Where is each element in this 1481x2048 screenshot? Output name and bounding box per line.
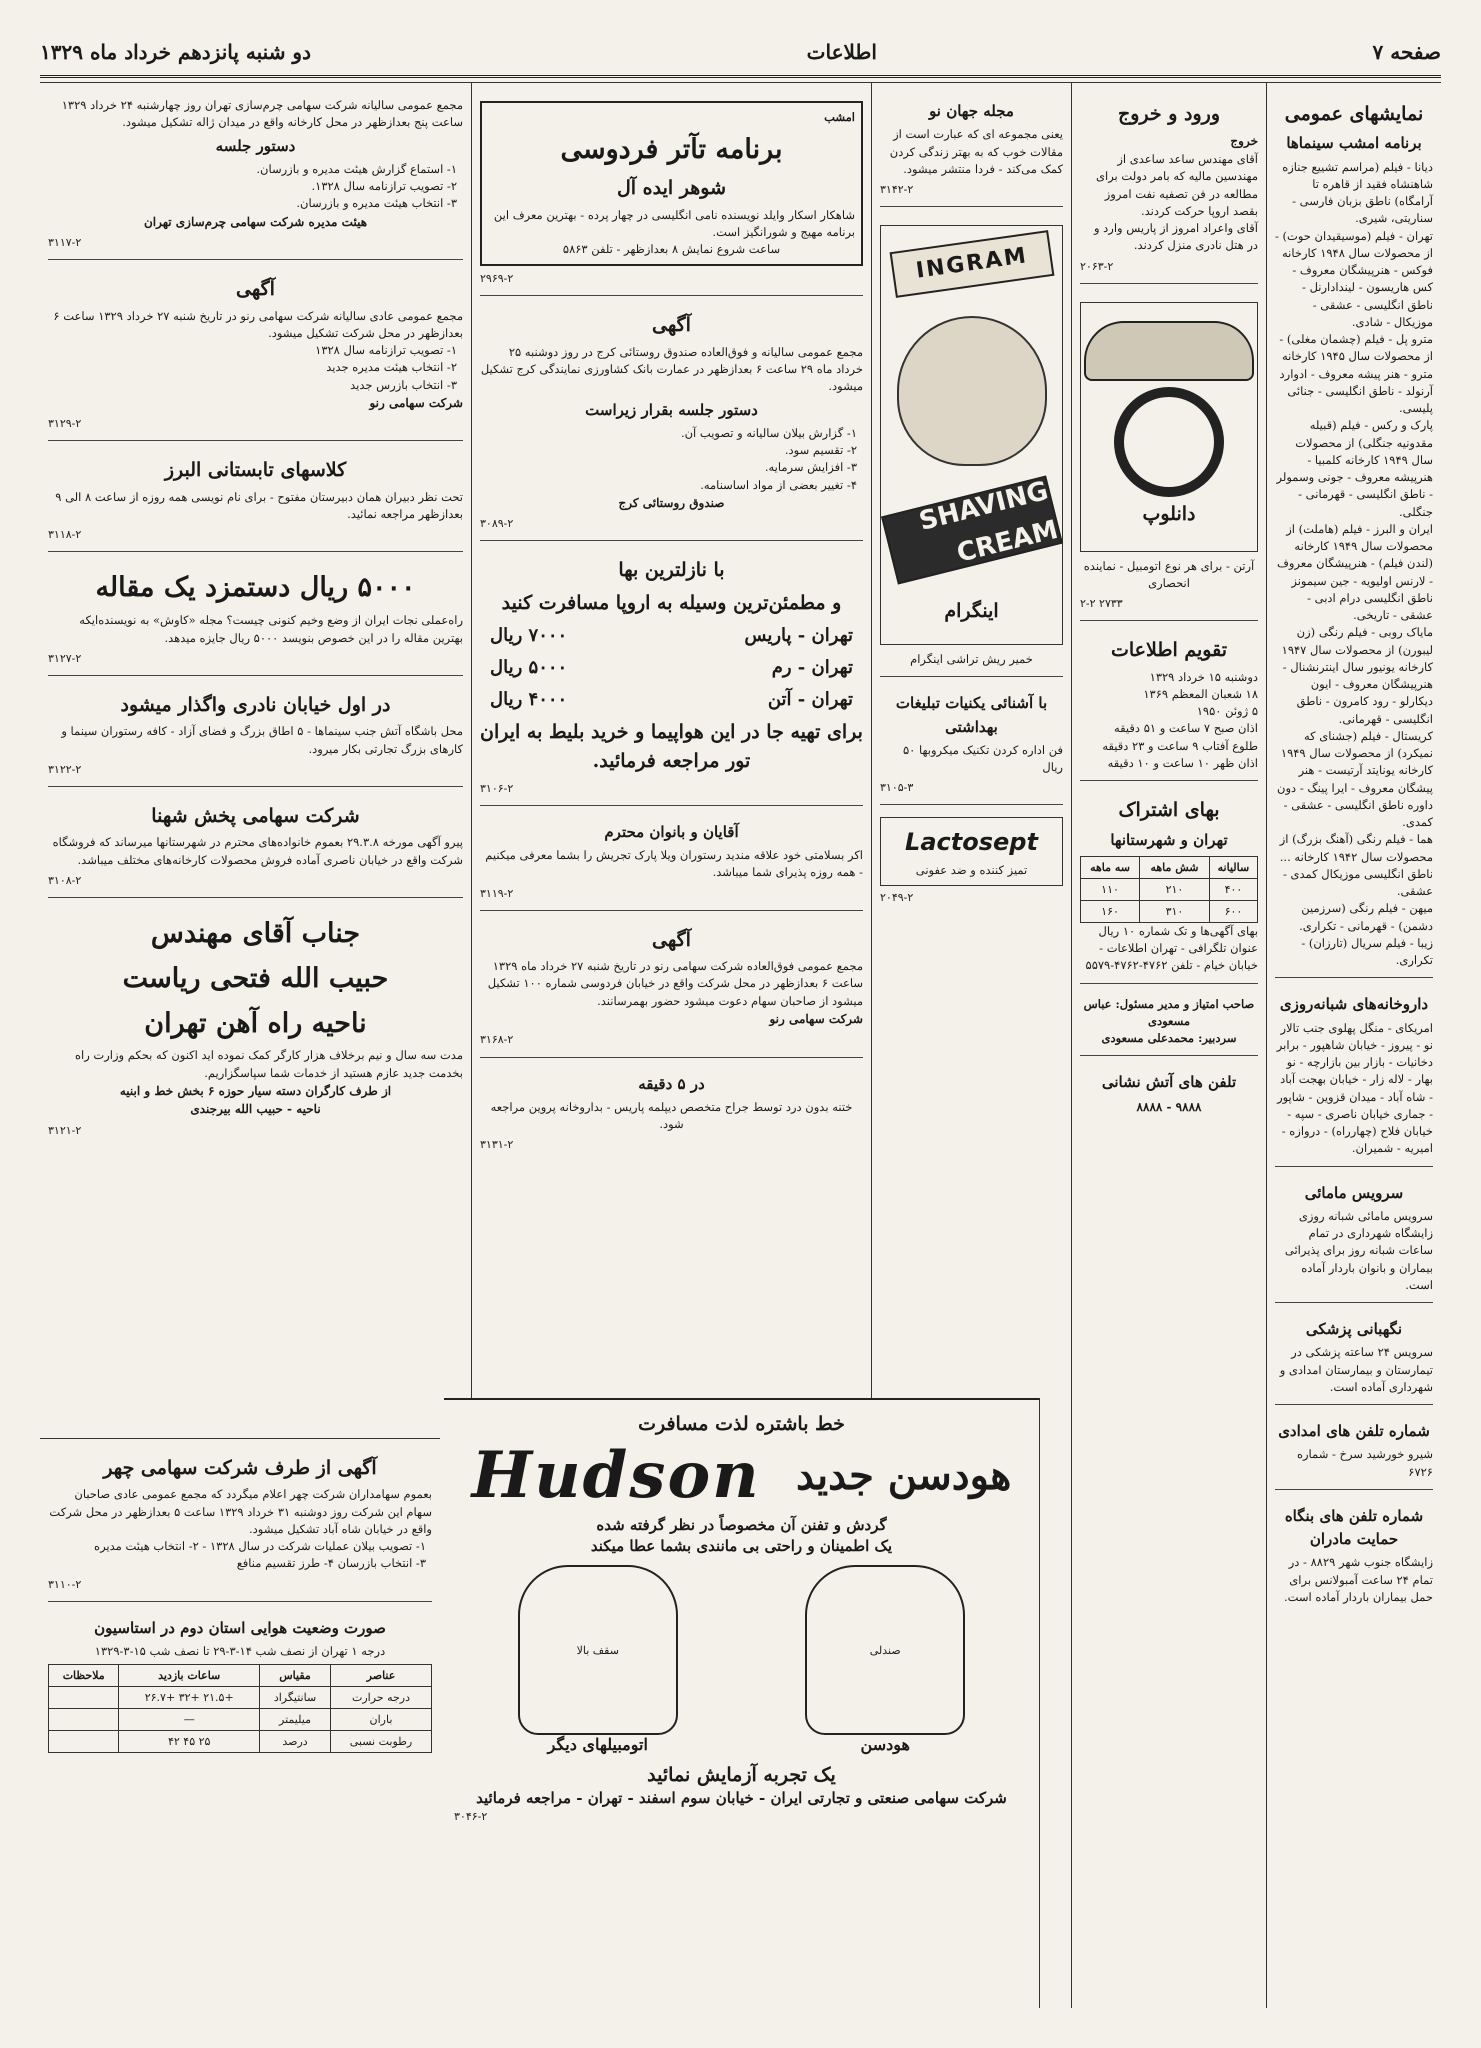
arrivals-departures: [1080, 91, 1258, 284]
table-cell: رطوبت نسبی: [330, 1731, 431, 1753]
alborz-classes-ad: [48, 447, 463, 552]
magazine-ad: [880, 91, 1063, 207]
agenda-item: ۱- تصویب ترازنامه سال ۱۳۲۸: [315, 343, 457, 358]
nadery-lease-ad: [48, 682, 463, 787]
agenda-item: ۱- گزارش بیلان سالیانه و تصویب آن.: [680, 425, 857, 440]
restaurant-text: اکر بسلامتی خود علاقه مندید رستوران ویلا پارک تجریش را بشما معرفی میکنیم - همه روزه پذیرای شما میباشد.: [485, 848, 863, 880]
ingram-illustration: [880, 225, 1063, 645]
other-car-icon: [518, 1565, 678, 1735]
subscription-rates: [1080, 787, 1258, 984]
play-text: شاهکار اسکار وایلد نویسنده نامی انگلیسی در چهار پرده - بهترین معرف این برنامه مهیج و شورانگیز است.: [493, 207, 855, 239]
hudson-fa-title: هودسن جدید: [796, 1452, 1012, 1499]
price: ۴۰۰۰ ریال: [490, 689, 568, 711]
nursing-service: [1275, 1309, 1433, 1405]
pharmacy-text: امریکای - منگل پهلوی جنب تالار نو - پیروز - خیابان شاهپور - برابر دخانیات - بازار بین بازارچه - نو بهار - لاله زار - خیابان بهجت آباد - شاه آباد - میدان قزوین - شاپور - جماری خیابان ناصری - سپه - خیابان فلاح (چهارراه) - دروازه - امیریه - شمیران.: [1276, 1020, 1433, 1156]
weather-heading: صورت وضعیت هوایی استان دوم در استاسیون: [94, 1618, 386, 1637]
table-header: ساعات بازدید: [119, 1665, 260, 1687]
tonight-label: امشب: [824, 110, 855, 124]
lactosept-logo: Lactosept: [905, 828, 1038, 857]
hudson-slogan: خط باشتره لذت مسافرت: [638, 1413, 845, 1435]
cinema-entry: مایاک روبی - فیلم رنگی (زن لیبورن) از محصولات سال ۱۹۴۷ کارخانه یونیور سال اینترنشنال - هنرپیشگان معروف - ایون دیکارلو - رود کامرون - ناطق انگلیسی - قهرمانی.: [1281, 625, 1433, 726]
emergency-numbers: [1275, 1411, 1433, 1490]
prize-heading: ۵۰۰۰ ریال دستمزد یک مقاله: [95, 572, 416, 604]
cream-box-icon: SHAVING CREAM: [881, 475, 1063, 584]
ferdowsi-theater-ad: [480, 91, 863, 296]
editor: سردبیر: محمدعلی مسعودی: [1101, 1031, 1237, 1046]
pakhsh-notice: [48, 793, 463, 898]
hudson-cta: یک تجربه آزمایش نمائید: [647, 1764, 836, 1786]
hudson-tagline: گردش و تفنن آن مخصوصاً در نظر گرفته شده: [596, 1516, 887, 1534]
table-header: مقیاس: [260, 1665, 331, 1687]
table-cell: +۲۱.۵ +۳۲ +۲۶.۷: [119, 1687, 260, 1709]
agenda-item: ۳- انتخاب بازرس جدید: [350, 377, 457, 392]
travel-rate: [490, 654, 853, 682]
notice-heading: آگهی: [236, 278, 275, 301]
agenda-item: ۳- انتخاب هیئت مدیره و بازرسان.: [296, 196, 457, 211]
ad-reference: ۳۰۸۹-۲: [480, 517, 514, 531]
engineer-heading: جناب آقای مهندس: [150, 917, 361, 949]
chehr-heading: آگهی از طرف شرکت سهامی چهر: [103, 1457, 377, 1479]
midwife-text: سرویس مامائی شبانه روزی زایشگاه شهرداری در تمام ساعات شبانه روز برای پذیرائی بیماران و بانوان باردار آماده است.: [1284, 1208, 1433, 1292]
cinema-entry: میهن - فیلم رنگی (سرزمین دشمن) - قهرمانی - تکراری.: [1299, 901, 1433, 933]
table-cell: ۱۱۰: [1081, 878, 1140, 900]
car-comparison-diagram: [454, 1565, 1029, 1754]
ad-reference: ۲۹۶۹-۲: [480, 272, 514, 286]
ad-reference: ۳۱۴۲-۲: [880, 183, 914, 196]
magazine-text: یعنی مجموعه ای که عبارت است از مقالات خوب که به بهتر زندگی کردن کمک می‌کند - فردا منتشر میشود.: [889, 127, 1063, 176]
table-cell: ۲۵ ۴۵ ۴۲: [119, 1731, 260, 1753]
calendar-heading: تقویم اطلاعات: [1110, 639, 1227, 662]
agenda-item: ۳- افزایش سرمایه.: [764, 460, 857, 475]
page-header: [40, 28, 1441, 78]
restaurant-ad: [480, 812, 863, 911]
table-cell: ۴۰۰: [1209, 878, 1257, 900]
car-illustration: [1080, 302, 1258, 552]
car-icon: [1084, 321, 1254, 381]
weather-table: [48, 1664, 432, 1753]
engineer-signature: ناحیه - حبیب الله بیرجندی: [190, 1102, 321, 1117]
chehr-notice: [48, 1445, 432, 1602]
roof-label: سقف بالا: [576, 1643, 619, 1657]
price: ۵۰۰۰ ریال: [490, 657, 568, 679]
midwife-service: [1275, 1173, 1433, 1304]
page-number: صفحه ۷: [1372, 39, 1441, 64]
ad-reference: ۲۰۶۳-۲: [1080, 259, 1114, 273]
table-cell: ۲۱۰: [1140, 878, 1210, 900]
bottom-left-notices: [40, 1438, 440, 2008]
maternity-heading: شماره تلفن های بنگاه حمایت مادران: [1284, 1506, 1424, 1549]
cinema-entry: زیبا - فیلم سریال (تارزان) - تکراری.: [1301, 935, 1433, 968]
ad-reference: ۳۱۱۸-۲: [48, 528, 82, 542]
notice-heading: آگهی: [652, 314, 691, 337]
emergency-text: شیرو خورشید سرخ - شماره ۶۷۲۶: [1296, 1447, 1433, 1479]
pharmacy-listing: [1275, 984, 1433, 1166]
table-cell: —: [119, 1709, 260, 1731]
ad-reference: ۳۱۰۶-۲: [480, 781, 514, 795]
table-cell: ۱۶۰: [1081, 900, 1140, 922]
alborz-heading: کلاسهای تابستانی البرز: [164, 459, 347, 482]
cinema-entry: ایران و البرز - فیلم (هاملت) از محصولات سال ۱۹۴۹ کارخانه (لندن فیلم) - هنرپیشگان معروف - لارنس اولیویه - جین سیمونز ناطق انگلیسی درام ادبی - عشقی - تاریخی.: [1276, 521, 1433, 623]
iran-tour-ad: [480, 547, 863, 805]
route: تهران - پاریس: [744, 625, 853, 647]
cinema-heading: نمایشهای عمومی: [1284, 103, 1424, 125]
nursing-text: سرویس ۲۴ ساعته پزشکی در تیمارستان و بیمارستان امدادی و شهرداری آماده است.: [1279, 1345, 1433, 1394]
restaurant-heading: آقایان و بانوان محترم: [604, 822, 739, 841]
agenda-item: ۲- انتخاب هیئت مدیره جدید: [326, 360, 457, 375]
weather-subheading: درجه ۱ تهران از نصف شب ۱۴-۳-۲۹ تا نصف شب ۱۵-۳-۱۳۲۹: [94, 1643, 386, 1658]
ad-reference: ۲۰۴۹-۲: [880, 890, 914, 904]
fire-numbers: [1080, 1062, 1258, 1124]
chehr-text: بعموم سهامداران شرکت چهر اعلام میگردد که مجمع عمومی عادی صاحبان سهام این شرکت روز دوشنبه ۳۱ خرداد ۱۳۲۹ ساعت ۵ بعدازظهر در محل شرکت واقع در خیابان شاه آباد تشکیل میشود.: [49, 1487, 432, 1536]
pakhsh-text: پیرو آگهی مورخه ۲۹.۳.۸ بعموم خانواده‌های محترم در شهرستانها میرساند که فروشگاه شرکت واقع در خیابان ناصری آماده فروش محصولات کارخانه‌های مختلف میباشد.: [52, 835, 463, 867]
engineer-text: مدت سه سال و نیم برخلاف هزار کارگر کمک نموده اید اکنون که بحکم وزارت راه بخدمت جدید عازم هستید از خدمات شما سپاسگزاریم.: [74, 1048, 463, 1080]
ferdowsi-heading: برنامه تآتر فردوسی: [560, 134, 783, 166]
table-cell: ۶۰۰: [1209, 900, 1257, 922]
ad-reference: ۳۱۰۸-۲: [48, 873, 82, 887]
surgery-heading: در ۵ دقیقه: [638, 1074, 705, 1093]
address: عنوان تلگرافی - تهران اطلاعات - خیابان خیام - تلفن ۴۷۶۲-۴۷۶۲-۵۵۷۹: [1085, 941, 1258, 973]
cinema-listings: [1275, 91, 1433, 978]
nursing-heading: نگهبانی پزشکی: [1305, 1320, 1403, 1339]
maternity-numbers: [1275, 1496, 1433, 1614]
travel-rate: [490, 686, 853, 714]
engineer-heading: حبیب الله فتحی ریاست: [122, 962, 389, 994]
emergency-heading: شماره تلفن های امدادی: [1278, 1422, 1430, 1441]
notice-text: مجمع عمومی سالیانه شرکت سهامی چرم‌سازی تهران روز چهارشنبه ۲۴ خرداد ۱۳۲۹ ساعت پنج بعدازظهر در محل کارخانه واقع در میدان ژاله تشکیل میشود.: [61, 98, 463, 130]
engineer-thanks: [48, 904, 463, 1147]
cinema-entry: هما - فیلم رنگی (آهنگ بزرگ) از محصولات سال ۱۹۴۲ کارخانه ... ناطق انگلیسی موزیکال کمدی - عشقی.: [1279, 832, 1433, 899]
ad-reference: ۳۱۲۹-۲: [48, 417, 82, 431]
table-row: [1081, 878, 1258, 900]
play-title: شوهر ایده آل: [616, 177, 727, 200]
table-row: [49, 1731, 432, 1753]
nadery-heading: در اول خیابان نادری واگذار میشود: [120, 693, 391, 716]
ingram-ad: [880, 213, 1063, 677]
arrivals-text: آقای مهندس ساعد ساعدی از مهندسین مالیه که بامر دولت برای مطالعه در فن تصفیه نفت امروز بقصد اروپا حرکت کردند.: [1096, 152, 1258, 218]
travel-subheading: و مطمئن‌ترین وسیله به اروپا مسافرت کنید: [501, 591, 842, 614]
cinema-entry: کریستال - فیلم (جشنای که نمیکرد) از محصولات سال ۱۹۴۹ کارخانه یونایتد آرتیست - هنر پیشگان معروف - ایرا پینگ - دون داوره ناطق انگلیسی - عشقی - کمدی.: [1277, 728, 1433, 830]
fire-heading: تلفن های آتش نشانی: [1101, 1073, 1237, 1092]
weather-report: [48, 1608, 432, 1762]
calendar-line: ۱۸ شعبان المعظم ۱۳۶۹: [1143, 686, 1258, 701]
ad-reference: ۳۱۱۷-۲: [48, 236, 82, 250]
hudson-subtitle: یک اطمینان و راحتی بی مانندی بشما عطا میکند: [590, 1537, 893, 1555]
notice-signature: صندوق روستائی کرج: [618, 495, 725, 510]
agenda-item: ۱- تصویب بیلان عملیات شرکت در سال ۱۳۲۸ - ۲- انتخاب هیئت مدیره: [94, 1539, 426, 1554]
ad-reference: ۳۱۱۰-۲: [48, 1577, 82, 1591]
hudson-ad: [444, 1398, 1040, 2008]
agenda-heading: دستور جلسه بقرار زیراست: [585, 400, 758, 419]
calendar-line: طلوع آفتاب ۹ ساعت و ۲۳ دقیقه: [1102, 738, 1258, 753]
calendar: [1080, 627, 1258, 781]
route: تهران - آتن: [767, 689, 853, 711]
calendar-line: اذان ظهر ۱۰ ساعت و ۱۰ دقیقه: [1107, 755, 1258, 770]
subscription-note: بهای آگهی‌ها و تک شماره ۱۰ ریال: [1098, 923, 1258, 938]
maternity-text: زایشگاه جنوب شهر ۸۸۲۹ - در تمام ۲۴ ساعت آمبولانس برای حمل بیماران باردار آماده است.: [1283, 1555, 1433, 1604]
hygiene-heading: با آشنائی یکنیات تبلیغات بهداشتی: [895, 694, 1048, 736]
table-cell: ۳۱۰: [1140, 900, 1210, 922]
lactosept-ad: [880, 811, 1063, 913]
fire-number-text: ۹۸۸۸ - ۸۸۸۸: [1136, 1099, 1202, 1114]
cream-tube-icon: INGRAM: [889, 230, 1054, 298]
seat-label: صندلی: [869, 1643, 901, 1657]
table-header: سه ماهه: [1081, 856, 1140, 878]
agenda-item: ۳- انتخاب بازرسان ۴- طرز تقسیم منافع: [236, 1556, 426, 1571]
ingram-caption: خمیر ریش تراشی اینگرام: [910, 652, 1033, 667]
newspaper-name: اطلاعات: [806, 39, 877, 64]
table-row: [49, 1709, 432, 1731]
play-time: ساعت شروع نمایش ۸ بعدازظهر - تلفن ۵۸۶۳: [562, 242, 781, 257]
table-row: [49, 1687, 432, 1709]
subscription-subheading: تهران و شهرستانها: [1110, 830, 1228, 849]
ad-reference: ۳۱۲۷-۲: [48, 651, 82, 665]
agenda-item: ۲- تقسیم سود.: [784, 443, 857, 458]
notice-text: مجمع عمومی عادی سالیانه شرکت سهامی رنو در تاریخ شنبه ۲۷ خرداد ۱۳۲۹ ساعت ۶ بعدازظهر در محل شرکت تشکیل میشود.: [53, 308, 463, 340]
arrivals-heading: ورود و خروج: [1117, 103, 1221, 125]
calendar-line: ۵ ژوئن ۱۹۵۰: [1196, 704, 1258, 719]
cinema-entry: دیانا - فیلم (مراسم تشییع جنازه شاهنشاه فقید از قاهره تا آرامگاه) ناطق بزبان فارسی - سناریتی، شیری.: [1282, 159, 1433, 226]
tire-brand: دانلوپ: [1142, 502, 1196, 525]
hudson-car-label: هودسن: [860, 1735, 910, 1754]
agenda-item: ۴- تغییر بعضی از مواد اساسنامه.: [700, 477, 857, 492]
notice-signature: شرکت سهامی رنو: [769, 1011, 863, 1026]
ad-reference: ۳۱۰۵-۳: [880, 781, 914, 795]
midwife-heading: سرویس مامائی: [1304, 1183, 1404, 1202]
pakhsh-heading: شرکت سهامی پخش شهنا: [151, 804, 360, 827]
notice-text: مجمع عمومی فوق‌العاده شرکت سهامی رنو در تاریخ شنبه ۲۷ خرداد ماه ۱۳۲۹ ساعت ۶ بعدازظهر در محل شرکت واقع در خیابان فردوسی شماره ۱۰۰ تشکیل میشود از صاحبان سهام دعوت میشود حضور بهمرسانند.: [487, 959, 863, 1008]
route: تهران - رم: [771, 657, 853, 679]
agenda-heading: دستور جلسه: [215, 136, 296, 155]
ad-reference: ۳۱۳۱-۲: [480, 1138, 514, 1152]
calendar-line: دوشنبه ۱۵ خرداد ۱۳۲۹: [1149, 669, 1258, 684]
ad-reference: ۳۰۴۶-۲: [454, 1810, 488, 1823]
subscription-table: [1080, 856, 1258, 923]
ad-reference: ۳۱۲۲-۲: [48, 762, 82, 776]
cinema-entry: مترو پل - فیلم (چشمان مغلی) - از محصولات سال ۱۹۴۵ کارخانه مترو - هنر پیشه معروف - ادوارد آرنولد - ناطق انگلیسی - جنائی پلیسی.: [1279, 332, 1433, 416]
tannery-meeting-notice: [48, 91, 463, 260]
table-header: ملاحظات: [49, 1665, 119, 1687]
prize-text: راه‌عملی نجات ایران از وضع وخیم کنونی چیست؟ مجله «کاوش» به نویسنده‌ایکه بهترین مقاله را در این خصوص بنویسد ۵۰۰۰ ریال جایزه میدهد.: [79, 613, 463, 645]
cinema-entry: تهران - فیلم (موسیقیدان حوت) - از محصولات سال ۱۹۴۸ کارخانه فوکس - هنرپیشگان معروف - کس هاریسون - لیندادارنل - ناطق انگلیسی - عشقی - موزیکال - شادی.: [1275, 228, 1433, 329]
notice-signature: هیئت مدیره شرکت سهامی چرم‌سازی تهران: [143, 214, 368, 229]
table-cell: [49, 1687, 119, 1709]
table-header: سالیانه: [1209, 856, 1257, 878]
surgery-text: ختنه بدون درد توسط جراح متخصص دیپلمه پاریس - بداروخانه پروین مراجعه شود.: [490, 1099, 853, 1131]
table-cell: [49, 1731, 119, 1753]
agenda-item: ۱- استماع گزارش هیئت مدیره و بازرسان.: [256, 161, 457, 176]
engineer-signature: از طرف کارگران دسته سیار حوزه ۶ بخش خط و ابنیه: [119, 1083, 392, 1098]
ad-reference: ۲-۲ ۲۷۳۳: [1080, 597, 1123, 611]
alborz-text: تحت نظر دبیران همان دبیرستان مفتوح - برای نام نویسی همه روزه از ساعت ۸ الی ۹ بعدازظهر مراجعه نمائید.: [55, 489, 463, 522]
karaj-fund-notice: [480, 302, 863, 541]
tire-ad: [1080, 290, 1258, 622]
tire-icon: [1114, 387, 1224, 497]
ad-reference: ۳۱۶۸-۲: [480, 1033, 514, 1047]
issue-date: دو شنبه پانزدهم خرداد ماه ۱۳۲۹: [40, 39, 311, 64]
pharmacy-heading: داروخانه‌های شبانه‌روزی: [1279, 995, 1429, 1014]
table-cell: باران: [330, 1709, 431, 1731]
nadery-text: محل باشگاه آتش جنب سینماها - ۵ اطاق بزرگ و فضای آزاد - کافه رستوران سینما و کارهای بزرگ تجارتی بکار میرود.: [61, 724, 463, 756]
renault-notice: [48, 266, 463, 441]
other-car-label: اتومبیلهای دیگر: [547, 1735, 648, 1754]
lactosept-text: تمیز کننده و ضد عفونی: [915, 862, 1028, 877]
table-cell: [49, 1709, 119, 1731]
notice-text: مجمع عمومی سالیانه و فوق‌العاده صندوق روستائی کرج در روز دوشنبه ۲۵ خرداد ماه ۲۹ ساعت ۶ بعدازظهر در عمارت بانک کشاورزی نمایندگی کرج تشکیل میشود.: [480, 344, 863, 394]
table-header: عناصر: [330, 1665, 431, 1687]
surgery-ad: [480, 1064, 863, 1162]
calendar-line: اذان صبح ۷ ساعت و ۵۱ دقیقه: [1113, 721, 1258, 736]
notice-signature: شرکت سهامی رنو: [369, 395, 463, 410]
hudson-address: شرکت سهامی صنعتی و تجارتی ایران - خیابان سوم اسفند - تهران - مراجعه فرمائید: [476, 1789, 1007, 1807]
ad-reference: ۳۱۲۱-۲: [48, 1124, 82, 1138]
table-header: شش ماهه: [1140, 856, 1210, 878]
masthead: [1080, 990, 1258, 1057]
table-cell: سانتیگراد: [260, 1687, 331, 1709]
cinema-subheading: برنامه امشب سینماها: [1286, 134, 1422, 153]
shaving-man-icon: [897, 316, 1047, 466]
ad-reference: ۳۱۱۹-۲: [480, 886, 514, 900]
hudson-car-icon: [805, 1565, 965, 1735]
table-cell: میلیمتر: [260, 1709, 331, 1731]
travel-heading: با نازلترین بها: [618, 559, 725, 582]
tire-ad-text: آرتن - برای هر نوع اتومبیل - نماینده انحصاری: [1083, 558, 1255, 590]
engineer-heading: ناحیه راه آهن تهران: [144, 1007, 367, 1039]
essay-prize-ad: [48, 558, 463, 675]
notice-heading: آگهی: [652, 928, 691, 951]
ingram-fa-label: اینگرام: [944, 600, 999, 623]
column-info: [1071, 83, 1266, 2008]
travel-cta: برای تهیه جا در این هواپیما و خرید بلیط به ایران تور مراجعه فرمائید.: [480, 720, 863, 773]
arrivals-text: آقای واعراد امروز از پاریس وارد و در هتل نادری منزل کردند.: [1093, 221, 1258, 253]
table-cell: درصد: [260, 1731, 331, 1753]
price: ۷۰۰۰ ریال: [490, 625, 568, 647]
table-cell: درجه حرارت: [330, 1687, 431, 1709]
renault-extra-notice: [480, 917, 863, 1058]
owner: صاحب امتیاز و مدیر مسئول: عباس مسعودی: [1083, 996, 1255, 1028]
hudson-logo: Hudson: [471, 1438, 761, 1513]
hygiene-ad: [880, 683, 1063, 805]
exit-label: خروج: [1230, 134, 1258, 149]
cinema-entry: پارک و رکس - فیلم (قبیله مقدونیه جنگلی) از محصولات سال ۱۹۴۹ کارخانه کلمبیا - هنرپیشه معروف - جونی وسمولر - ناطق انگلیسی - قهرمانی - جنگلی.: [1276, 418, 1433, 519]
column-listings: [1266, 83, 1441, 2008]
agenda-item: ۲- تصویب ترازنامه سال ۱۳۲۸.: [311, 179, 457, 193]
subscription-heading: بهای اشتراک: [1118, 799, 1220, 822]
table-row: [1081, 900, 1258, 922]
travel-rate: [490, 622, 853, 650]
magazine-heading: مجله جهان نو: [929, 102, 1014, 120]
hygiene-text: فن اداره کردن تکنیک میکروبها ۵۰ ریال: [902, 742, 1063, 775]
